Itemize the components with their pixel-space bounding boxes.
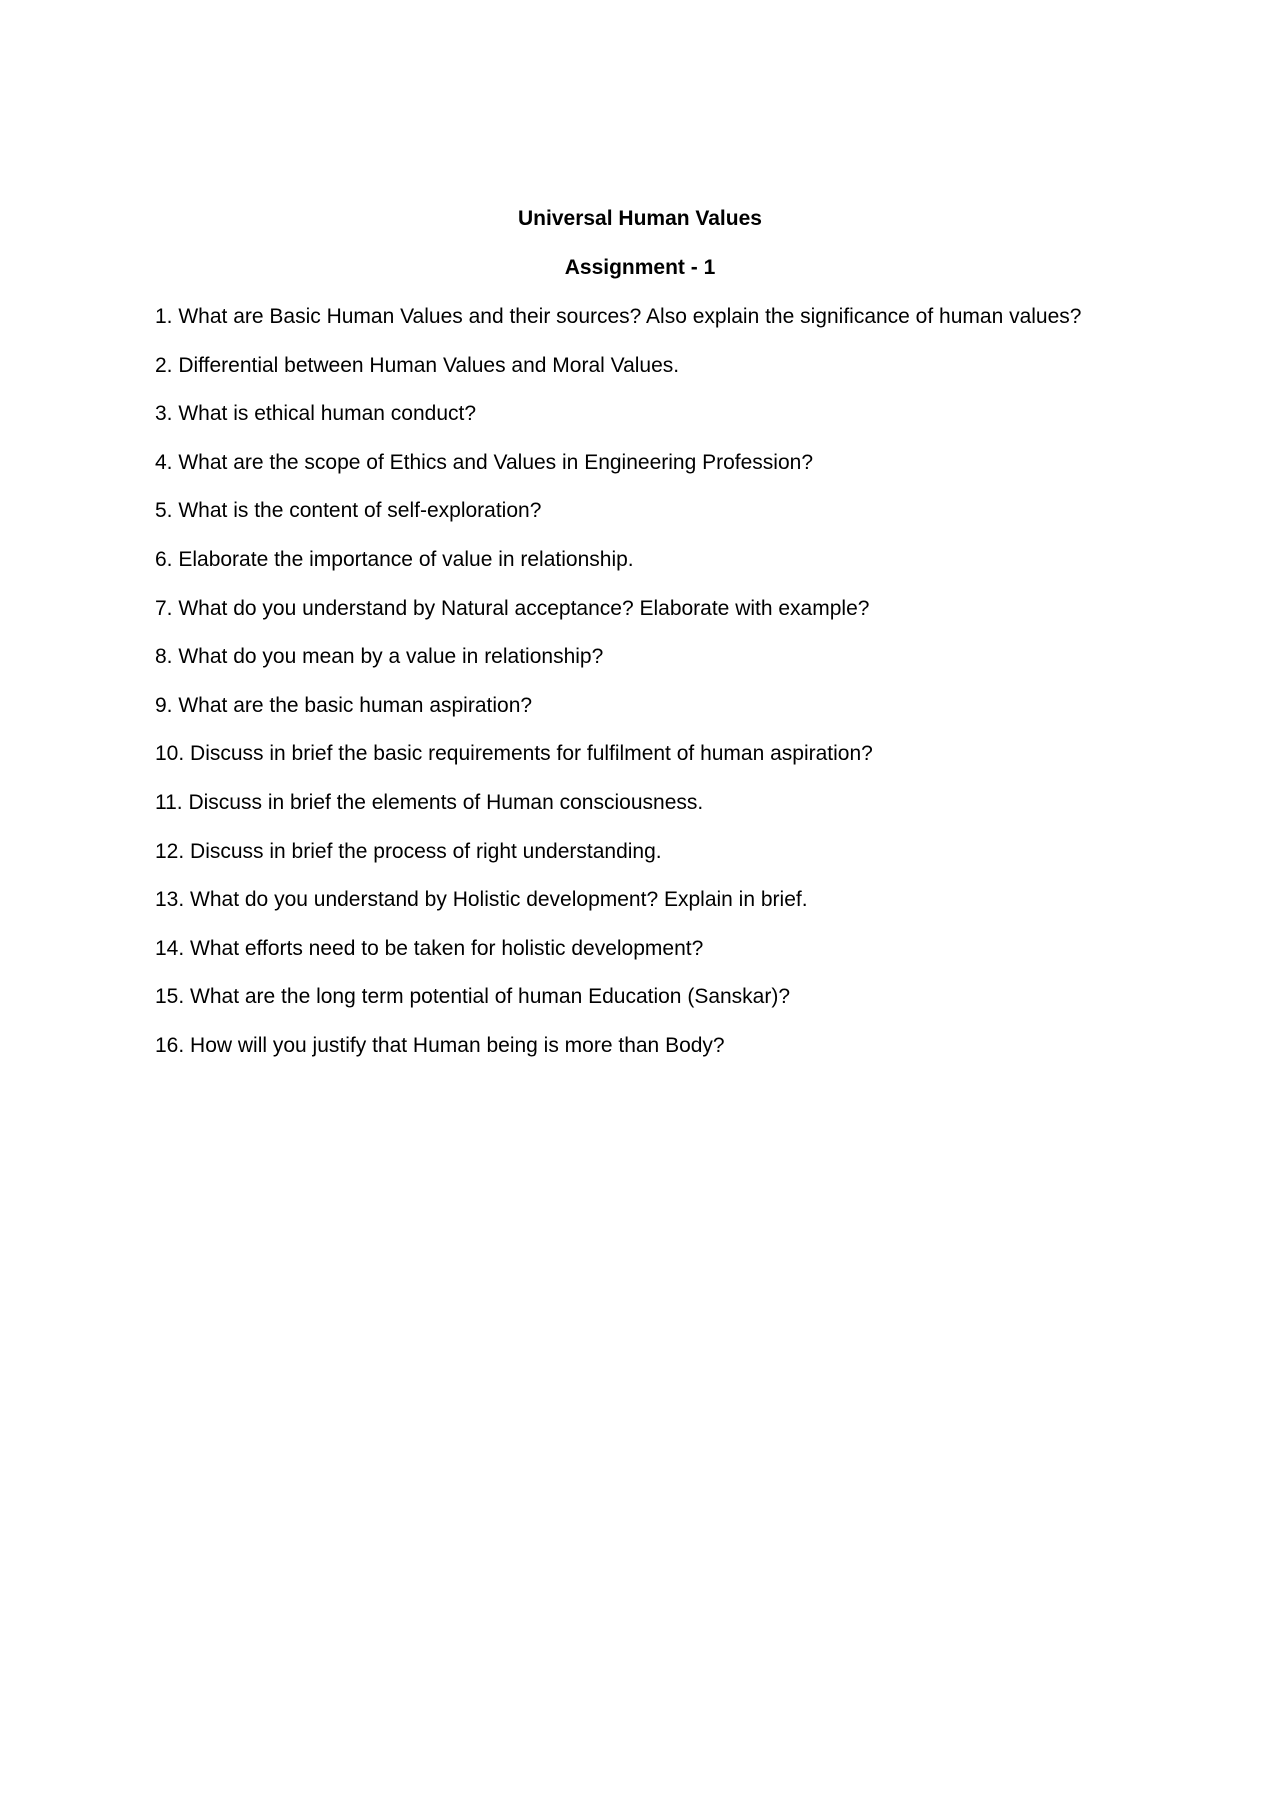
- question-item: 1. What are Basic Human Values and their sources? Also explain the significance of human values?: [155, 305, 1082, 328]
- question-item: 15. What are the long term potential of human Education (Sanskar)?: [155, 985, 791, 1009]
- question-item: 11. Discuss in brief the elements of Human consciousness.: [155, 790, 704, 814]
- question-list: [155, 303, 1155, 1081]
- document-title: Universal Human Values: [518, 207, 762, 230]
- question-item: 5. What is the content of self-exploration?: [155, 499, 542, 523]
- question-item: 7. What do you understand by Natural acceptance? Elaborate with example?: [155, 596, 870, 620]
- question-item: 3. What is ethical human conduct?: [155, 402, 477, 426]
- question-item: 13. What do you understand by Holistic development? Explain in brief.: [155, 888, 808, 912]
- question-item: 4. What are the scope of Ethics and Values in Engineering Profession?: [155, 450, 814, 474]
- question-item: 12. Discuss in brief the process of right understanding.: [155, 839, 662, 863]
- question-item: 8. What do you mean by a value in relationship?: [155, 645, 604, 669]
- assignment-heading: Assignment - 1: [564, 256, 716, 279]
- question-item: 6. Elaborate the importance of value in relationship.: [155, 547, 634, 571]
- question-item: 2. Differential between Human Values and Moral Values.: [155, 353, 680, 377]
- question-item: 10. Discuss in brief the basic requirements for fulfilment of human aspiration?: [155, 742, 873, 766]
- question-item: 9. What are the basic human aspiration?: [155, 693, 533, 717]
- question-item: 16. How will you justify that Human being is more than Body?: [155, 1033, 725, 1057]
- question-item: 14. What efforts need to be taken for holistic development?: [155, 936, 704, 960]
